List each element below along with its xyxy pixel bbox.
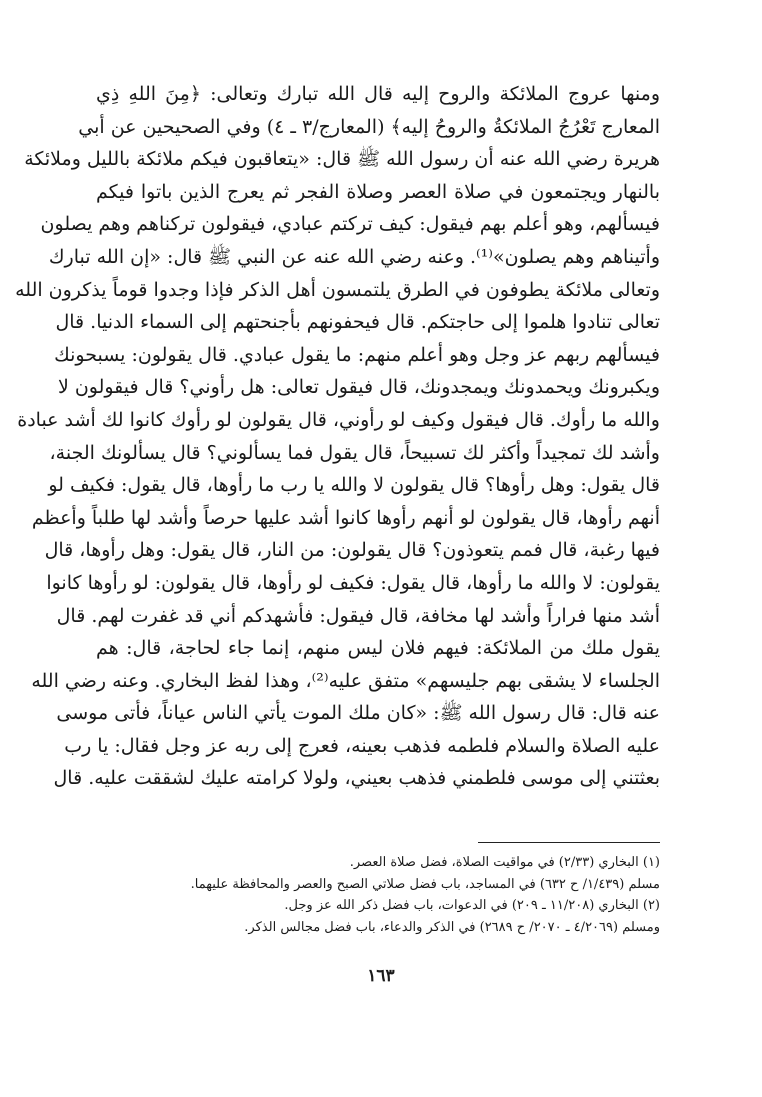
footnote-separator: [478, 842, 660, 843]
text-line: وأشد لك تمجيداً وأكثر لك تسبيحاً، قال يقول فما يسألوني؟ قال يسألونك الجنة،: [49, 441, 660, 464]
footnotes-block: [96, 852, 660, 938]
text-line: والله ما رأوك. قال فيقول وكيف لو رأوني، قال يقولون لو رأوك كانوا لك أشد عبادة: [17, 408, 660, 431]
text-line: أشد منها فراراً وأشد لها مخافة، قال فيقول: فأشهدكم أني قد غفرت لهم. قال: [56, 604, 660, 627]
footnote-line: (١) البخاري (٢/٣٣) في مواقيت الصلاة، فضل صلاة العصر.: [349, 855, 660, 870]
text-line: عليه الصلاة والسلام فلطمه فذهب بعينه، فعرج إلى ربه عز وجل فقال: يا رب: [64, 734, 660, 757]
text-line: فيسألهم، وهو أعلم بهم فيقول: كيف تركتم عبادي، فيقولون تركناهم وهم يصلون: [40, 213, 660, 236]
footnote-line: ومسلم (٤/٢٠٦٩ ـ ٢٠٧٠/ ح ٢٦٨٩) في الذكر والدعاء، باب فضل مجالس الذكر.: [244, 919, 660, 935]
text-line: فيسألهم ربهم عز وجل وهو أعلم منهم: ما يقول عبادي. قال يقولون: يسبحونك: [54, 343, 660, 366]
text-line: وتعالى ملائكة يطوفون في الطرق يلتمسون أهل الذكر فإذا وجدوا قوماً يذكرون الله: [15, 278, 660, 301]
text-line: قال يقول: وهل رأوها؟ قال يقولون لا والله يا رب ما رأوها، قال يقول: فكيف لو: [48, 474, 660, 497]
text-line: أنهم رأوها، قال يقولون لو أنهم رأوها كانوا أشد عليها حرصاً وأشد لها طلباً وأعظم: [31, 506, 660, 529]
text-line: يقولون: لا والله ما رأوها، قال يقول: فكيف لو رأوها، قال يقولون: لو رأوها كانوا: [46, 571, 660, 594]
text-line: بعثتني إلى موسى فلطمني فذهب بعيني، ولولا كرامته عليك لشققت عليه. قال: [53, 767, 660, 790]
footnote-line: (٢) البخاري (١١/٢٠٨ ـ ٢٠٩) في الدعوات، باب فضل ذكر الله عز وجل.: [284, 898, 660, 913]
text-line: ومنها عروج الملائكة والروح إليه قال الله تبارك وتعالى: ﴿مِنَ اللهِ ذِي: [96, 83, 660, 105]
text-line: الجلساء لا يشقى بهم جليسهم» متفق عليه⁽²⁾، وهذا لفظ البخاري. وعنه رضي الله: [31, 669, 660, 692]
text-line: المعارج تَعْرُجُ الملائكةُ والروحُ إليه﴾ (المعارج/٣ ـ ٤) وفي الصحيحين عن أبي: [78, 115, 660, 138]
text-line: بالنهار ويجتمعون في صلاة العصر وصلاة الفجر ثم يعرج الذين باتوا فيكم: [96, 180, 660, 203]
page-number: ١٦٣: [367, 966, 395, 986]
text-line: وأتيناهم وهم يصلون»⁽¹⁾. وعنه رضي الله عنه عن النبي ﷺ قال: «إن الله تبارك: [48, 245, 660, 268]
main-text-block: [15, 78, 660, 795]
text-line: تعالى تنادوا هلموا إلى حاجتكم. قال فيحفونهم بأجنحتهم إلى السماء الدنيا. قال: [55, 311, 660, 334]
text-line: هريرة رضي الله عنه أن رسول الله ﷺ قال: «يتعاقبون فيكم ملائكة بالليل وملائكة: [24, 148, 660, 171]
text-line: يقول ملك من الملائكة: فيهم فلان ليس منهم، إنما جاء لحاجة، قال: هم: [96, 637, 660, 660]
text-line: عنه قال: قال رسول الله ﷺ: «كان ملك الموت يأتي الناس عياناً، فأتى موسى: [56, 702, 660, 725]
footnote-line: مسلم (١/٤٣٩/ ح ٦٣٢) في المساجد، باب فضل صلاتي الصبح والعصر والمحافظة عليهما.: [190, 876, 660, 892]
text-line: ويكبرونك ويحمدونك ويمجدونك، قال فيقول تعالى: هل رأوني؟ قال فيقولون لا: [57, 376, 660, 399]
text-line: فيها رغبة، قال فمم يتعوذون؟ قال يقولون: من النار، قال يقول: وهل رأوها، قال: [44, 539, 660, 562]
